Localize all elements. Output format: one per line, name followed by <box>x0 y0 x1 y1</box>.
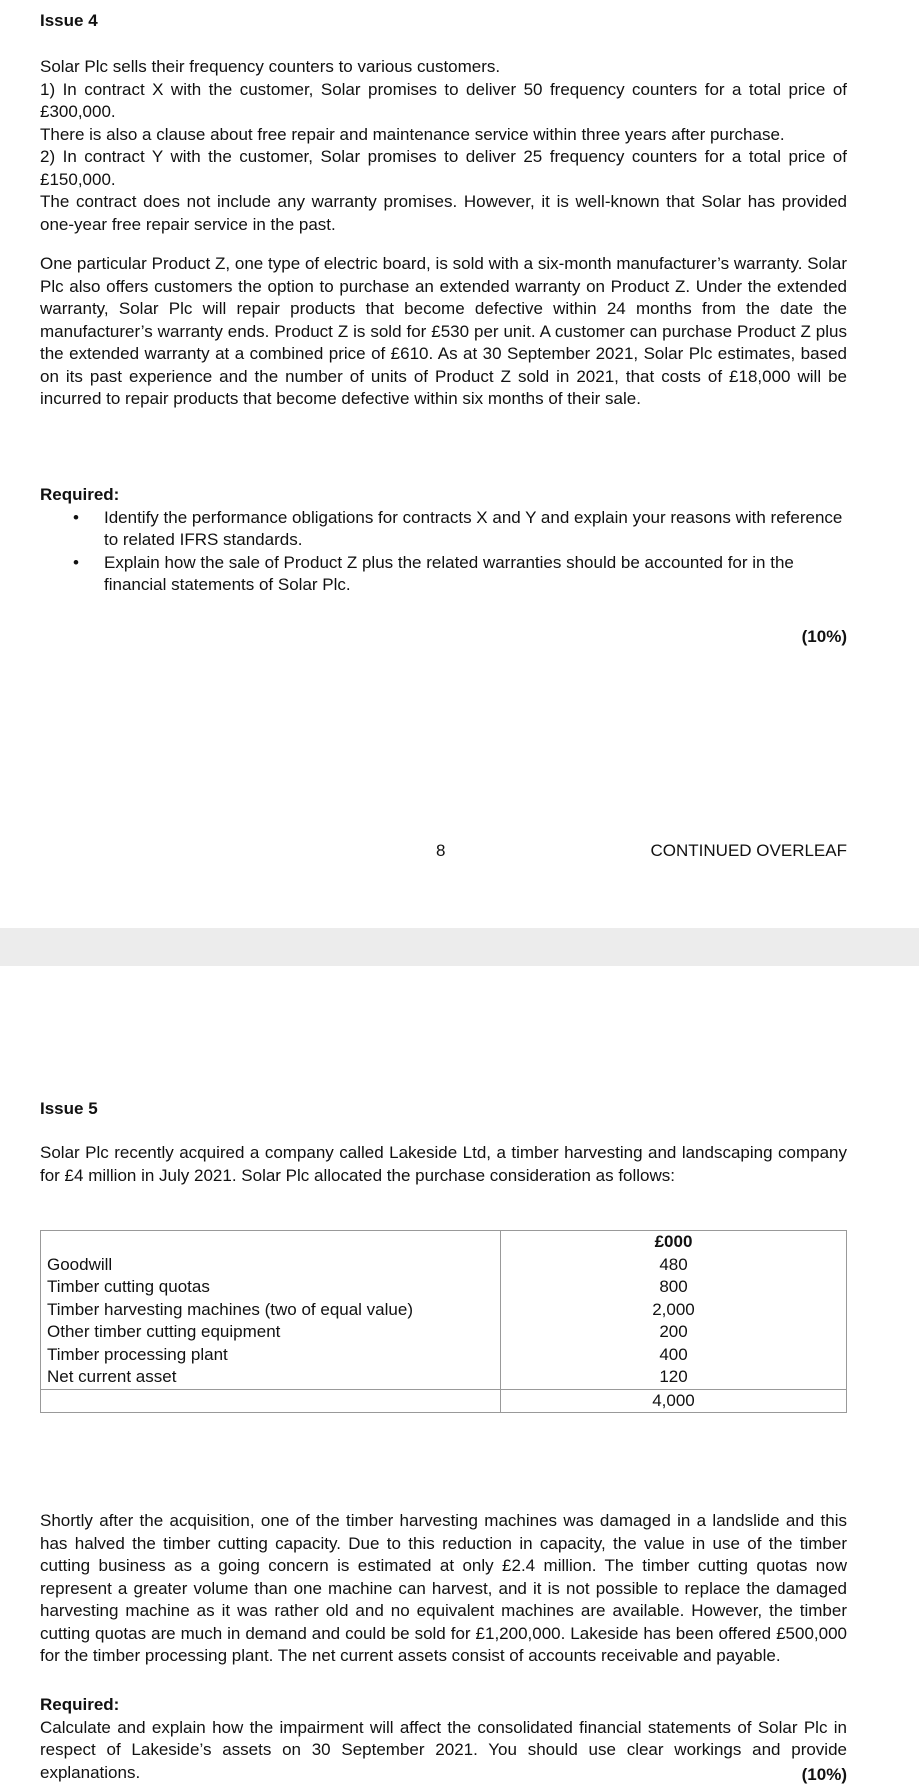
continued-overleaf: CONTINUED OVERLEAF <box>650 841 847 860</box>
table-cell <box>41 1231 501 1390</box>
row-value-plant: 400 <box>659 1344 688 1364</box>
bullet-icon: • <box>73 552 79 572</box>
issue-5-intro: Solar Plc recently acquired a company called Lakeside Ltd, a timber harvesting and landscaping company for £4 million in July 2021. Solar Plc allocated the purchase consideration as follows: <box>40 1143 847 1185</box>
required-item <box>40 507 847 552</box>
issue-5-required-text: Calculate and explain how the impairment will affect the consolidated financial statements of Solar Plc in respect of Lakeside’s assets on 30 September 2021. You should use clear workings and provide explanations. <box>40 1717 847 1782</box>
issue-4-marks: (10%) <box>801 627 847 646</box>
issue-4-marks-wrap <box>40 626 847 649</box>
table-row <box>41 1231 847 1390</box>
row-label-quotas: Timber cutting quotas <box>47 1277 210 1296</box>
issue-5-intro-wrap <box>40 1142 847 1187</box>
page-separator <box>0 928 919 966</box>
issue-5-scenario-wrap <box>40 1510 847 1668</box>
issue-4-intro: Solar Plc sells their frequency counters to various customers. <box>40 57 501 76</box>
contract-x-text: 1) In contract X with the customer, Solar promises to deliver 50 frequency counters for a total price of £300,000. <box>40 79 847 121</box>
issue-4-contracts <box>40 56 847 236</box>
allocation-table <box>40 1230 847 1413</box>
product-z-paragraph <box>40 253 847 411</box>
issue-4-required <box>40 484 847 597</box>
page-number: 8 <box>436 841 446 860</box>
issue-5-marks: (10%) <box>801 1765 847 1784</box>
contract-x-clause: There is also a clause about free repair and maintenance service within three years after purchase. <box>40 124 785 144</box>
issue-4-section <box>40 10 847 33</box>
page-two <box>0 966 919 1784</box>
required-label: Required: <box>40 485 120 504</box>
issue-4-title: Issue 4 <box>40 11 98 30</box>
row-value-machines: 2,000 <box>652 1299 695 1319</box>
table-row <box>41 1389 847 1413</box>
table-total: 4,000 <box>652 1390 695 1410</box>
table-cell <box>41 1389 501 1413</box>
row-label-machines: Timber harvesting machines (two of equal value) <box>47 1299 413 1319</box>
row-value-goodwill: 480 <box>659 1254 688 1274</box>
row-label-goodwill: Goodwill <box>47 1254 113 1274</box>
row-value-net-current: 120 <box>659 1367 688 1386</box>
required-item-text: Explain how the sale of Product Z plus the related warranties should be accounted for in the financial statements of Solar Plc. <box>104 552 794 594</box>
allocation-table-wrap <box>40 1230 847 1413</box>
row-value-equipment: 200 <box>659 1322 688 1341</box>
row-label-equipment: Other timber cutting equipment <box>47 1322 281 1341</box>
column-header-currency: £000 <box>654 1232 693 1251</box>
table-cell <box>501 1389 847 1413</box>
table-cell <box>501 1231 847 1390</box>
page-footer <box>0 840 919 864</box>
issue-5-marks-wrap <box>40 1764 847 1787</box>
row-label-net-current: Net current asset <box>47 1367 177 1386</box>
bullet-icon: • <box>73 507 79 527</box>
issue-5-section <box>40 1098 847 1121</box>
required-item-text: Identify the performance obligations for contracts X and Y and explain your reasons with reference to related IFRS standards. <box>104 507 843 549</box>
product-z-text: One particular Product Z, one type of electric board, is sold with a six-month manufacturer’s warranty. Solar Plc also offers customers the option to purchase an extended warranty on Product Z. Under the extended warranty, Solar Plc will repair products that become defective within 24 months from the date the manufacturer’s warranty ends. Product Z is sold for £530 per unit. A customer can purchase Product Z plus the extended warranty at a combined price of £610. As at 30 September 2021, Solar Plc estimates, based on its past experience and the number of units of Product Z sold in 2021, that costs of £18,000 will be incurred to repair products that become defective within six months of their sale. <box>40 254 847 408</box>
row-value-quotas: 800 <box>659 1277 688 1296</box>
contract-y-clause: The contract does not include any warranty promises. However, it is well-known that Solar has provided one-year free repair service in the past. <box>40 192 847 234</box>
required-item <box>40 552 847 597</box>
required-label: Required: <box>40 1695 120 1714</box>
row-label-plant: Timber processing plant <box>47 1344 228 1364</box>
contract-y-text: 2) In contract Y with the customer, Solar promises to deliver 25 frequency counters for a total price of £150,000. <box>40 147 847 189</box>
required-list <box>40 507 847 597</box>
issue-5-scenario: Shortly after the acquisition, one of the timber harvesting machines was damaged in a landslide and this has halved the timber cutting capacity. Due to this reduction in capacity, the value in use of the timber cutting business as a going concern is estimated at only £2.4 million. The timber cutting quotas now represent a greater volume than one machine can harvest, and it is not possible to replace the damaged harvesting machine as it was rather old and no equivalent machines are available. However, the timber cutting quotas are much in demand and could be sold for £1,200,000. Lakeside has been offered £500,000 for the timber processing plant. The net current assets consist of accounts receivable and payable. <box>40 1511 847 1665</box>
issue-5-title: Issue 5 <box>40 1099 98 1118</box>
